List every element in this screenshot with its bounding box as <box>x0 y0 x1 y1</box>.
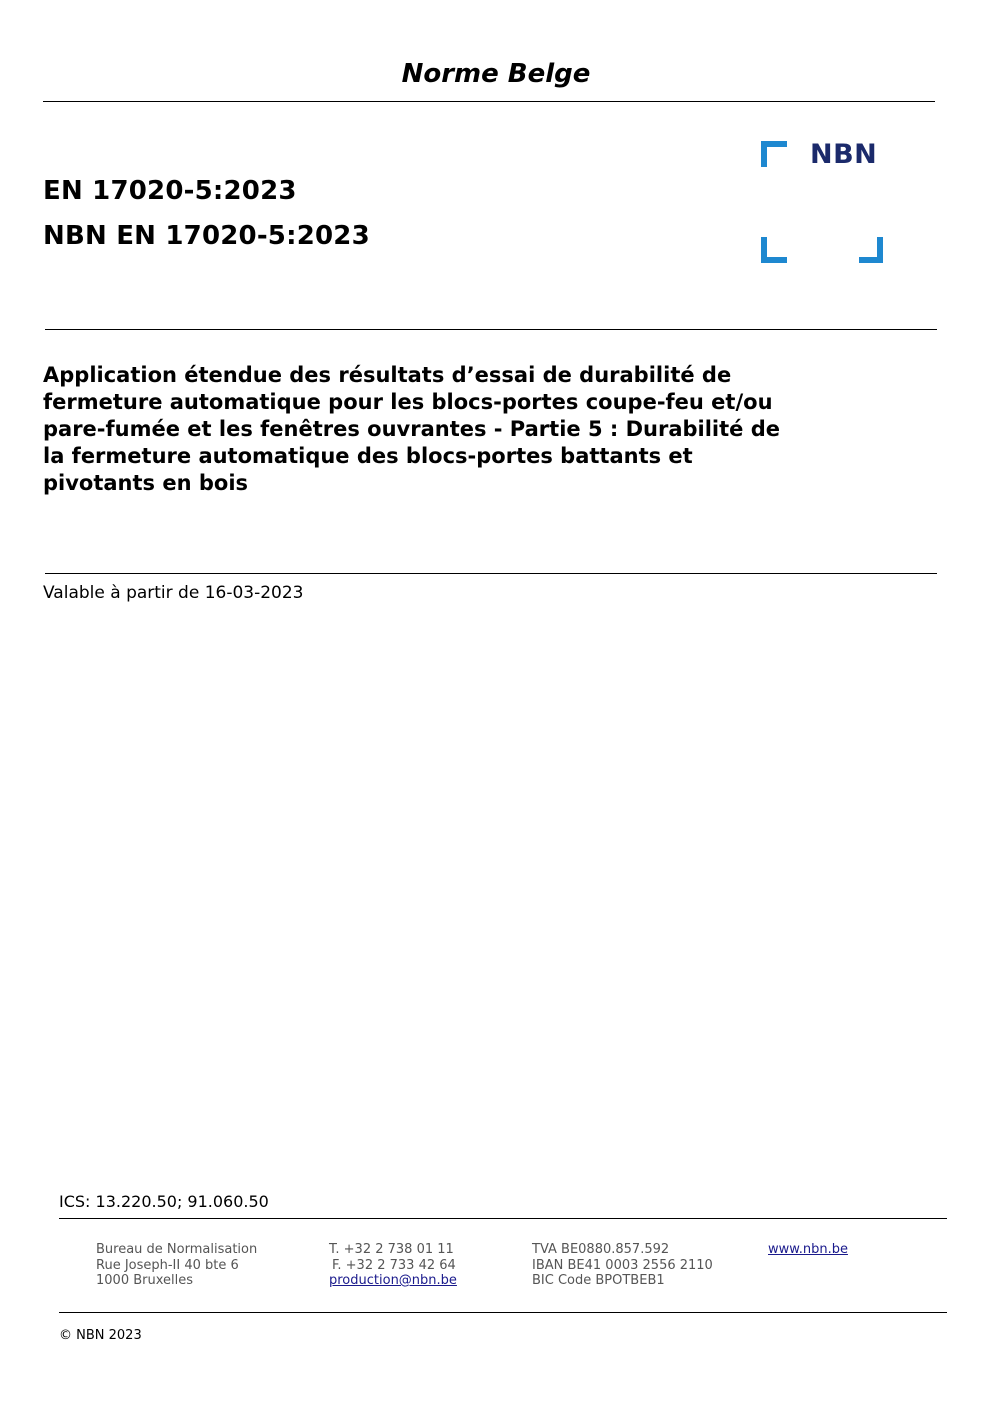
ics-codes: ICS: 13.220.50; 91.060.50 <box>59 1192 269 1211</box>
title-line: pare-fumée et les fenêtres ouvrantes - Partie 5 : Durabilité de <box>43 417 780 441</box>
footer-contact <box>329 1242 457 1289</box>
email-link[interactable]: production@nbn.be <box>329 1273 457 1288</box>
document-title <box>43 362 923 497</box>
vat-number: TVA BE0880.857.592 <box>532 1242 670 1257</box>
website-link[interactable]: www.nbn.be <box>768 1242 848 1257</box>
bic-code: BIC Code BPOTBEB1 <box>532 1273 665 1288</box>
fax-number: F. +32 2 733 42 64 <box>332 1257 456 1273</box>
header-title: Norme Belge <box>401 59 591 89</box>
logo-text: NBN <box>810 139 878 170</box>
title-top-divider <box>45 329 937 330</box>
footer-top-divider <box>59 1218 947 1219</box>
valid-from-date: Valable à partir de 16-03-2023 <box>43 583 304 603</box>
standard-code-nbn: NBN EN 17020-5:2023 <box>43 221 370 251</box>
footer-address <box>96 1242 257 1289</box>
address-line: Rue Joseph-II 40 bte 6 <box>96 1257 239 1273</box>
footer-bottom-divider <box>59 1312 947 1313</box>
header-divider <box>43 101 935 102</box>
address-line: 1000 Bruxelles <box>96 1273 194 1288</box>
title-line: pivotants en bois <box>43 471 249 495</box>
address-line: Bureau de Normalisation <box>96 1242 258 1257</box>
title-bottom-divider <box>45 573 937 574</box>
title-line: la fermeture automatique des blocs-portes battants et <box>43 444 693 468</box>
nbn-logo <box>760 140 886 264</box>
phone-number: T. +32 2 738 01 11 <box>329 1242 454 1257</box>
footer-web <box>768 1242 848 1258</box>
iban-number: IBAN BE41 0003 2556 2110 <box>532 1257 713 1273</box>
copyright: © NBN 2023 <box>59 1328 142 1343</box>
title-line: fermeture automatique pour les blocs-portes coupe-feu et/ou <box>43 390 773 414</box>
standard-code-en: EN 17020-5:2023 <box>43 176 297 206</box>
title-line: Application étendue des résultats d’essai de durabilité de <box>43 363 732 387</box>
footer-banking <box>532 1242 713 1289</box>
